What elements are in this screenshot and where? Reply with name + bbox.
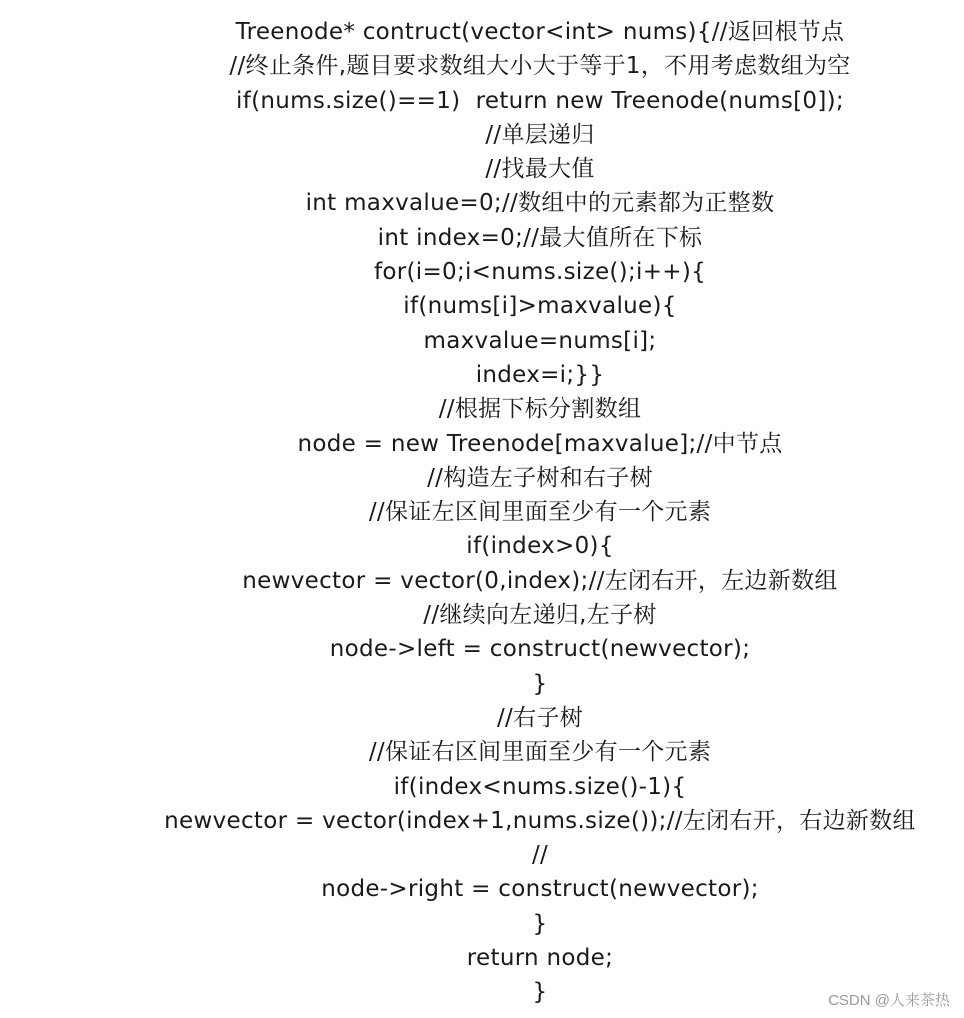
code-line: } — [532, 979, 548, 1006]
code-line: return node; — [466, 945, 614, 972]
code-line: //单层递归 — [485, 121, 595, 148]
code-line: maxvalue=nums[i]; — [423, 327, 657, 354]
code-line: newvector = vector(0,index);//左闭右开，左边新数组 — [242, 567, 838, 594]
code-line: node->left = construct(newvector); — [329, 636, 751, 663]
code-line: if(nums.size()==1) return new Treenode(nums[0]); — [236, 87, 844, 114]
code-line: newvector = vector(index+1,nums.size());//左闭右开，右边新数组 — [164, 807, 916, 834]
code-line: int index=0;//最大值所在下标 — [377, 224, 703, 251]
code-line: if(index<nums.size()-1){ — [393, 773, 687, 800]
code-block — [116, 15, 964, 1010]
watermark: CSDN @人来茶热 — [828, 992, 950, 1009]
code-line: //找最大值 — [485, 156, 595, 183]
code-line: for(i=0;i<nums.size();i++){ — [373, 259, 707, 286]
code-line: } — [532, 910, 548, 937]
code-line: //根据下标分割数组 — [438, 396, 642, 423]
code-line: node->right = construct(newvector); — [321, 876, 759, 903]
code-line: node = new Treenode[maxvalue];//中节点 — [297, 430, 783, 457]
code-line: index=i;}} — [475, 361, 605, 388]
code-line: //保证右区间里面至少有一个元素 — [368, 739, 712, 766]
code-line: //终止条件,题目要求数组大小大于等于1，不用考虑数组为空 — [229, 53, 851, 80]
code-line: if(index>0){ — [466, 533, 614, 560]
code-line: // — [531, 842, 549, 869]
code-line: Treenode* contruct(vector<int> nums){//返回根节点 — [235, 19, 845, 45]
code-line: } — [532, 670, 548, 697]
code-line: //继续向左递归,左子树 — [423, 602, 657, 629]
code-line: int maxvalue=0;//数组中的元素都为正整数 — [305, 190, 775, 217]
code-line: if(nums[i]>maxvalue){ — [403, 293, 677, 320]
code-line: //右子树 — [497, 704, 583, 731]
code-line: //构造左子树和右子树 — [427, 464, 653, 491]
code-line: //保证左区间里面至少有一个元素 — [368, 499, 712, 526]
